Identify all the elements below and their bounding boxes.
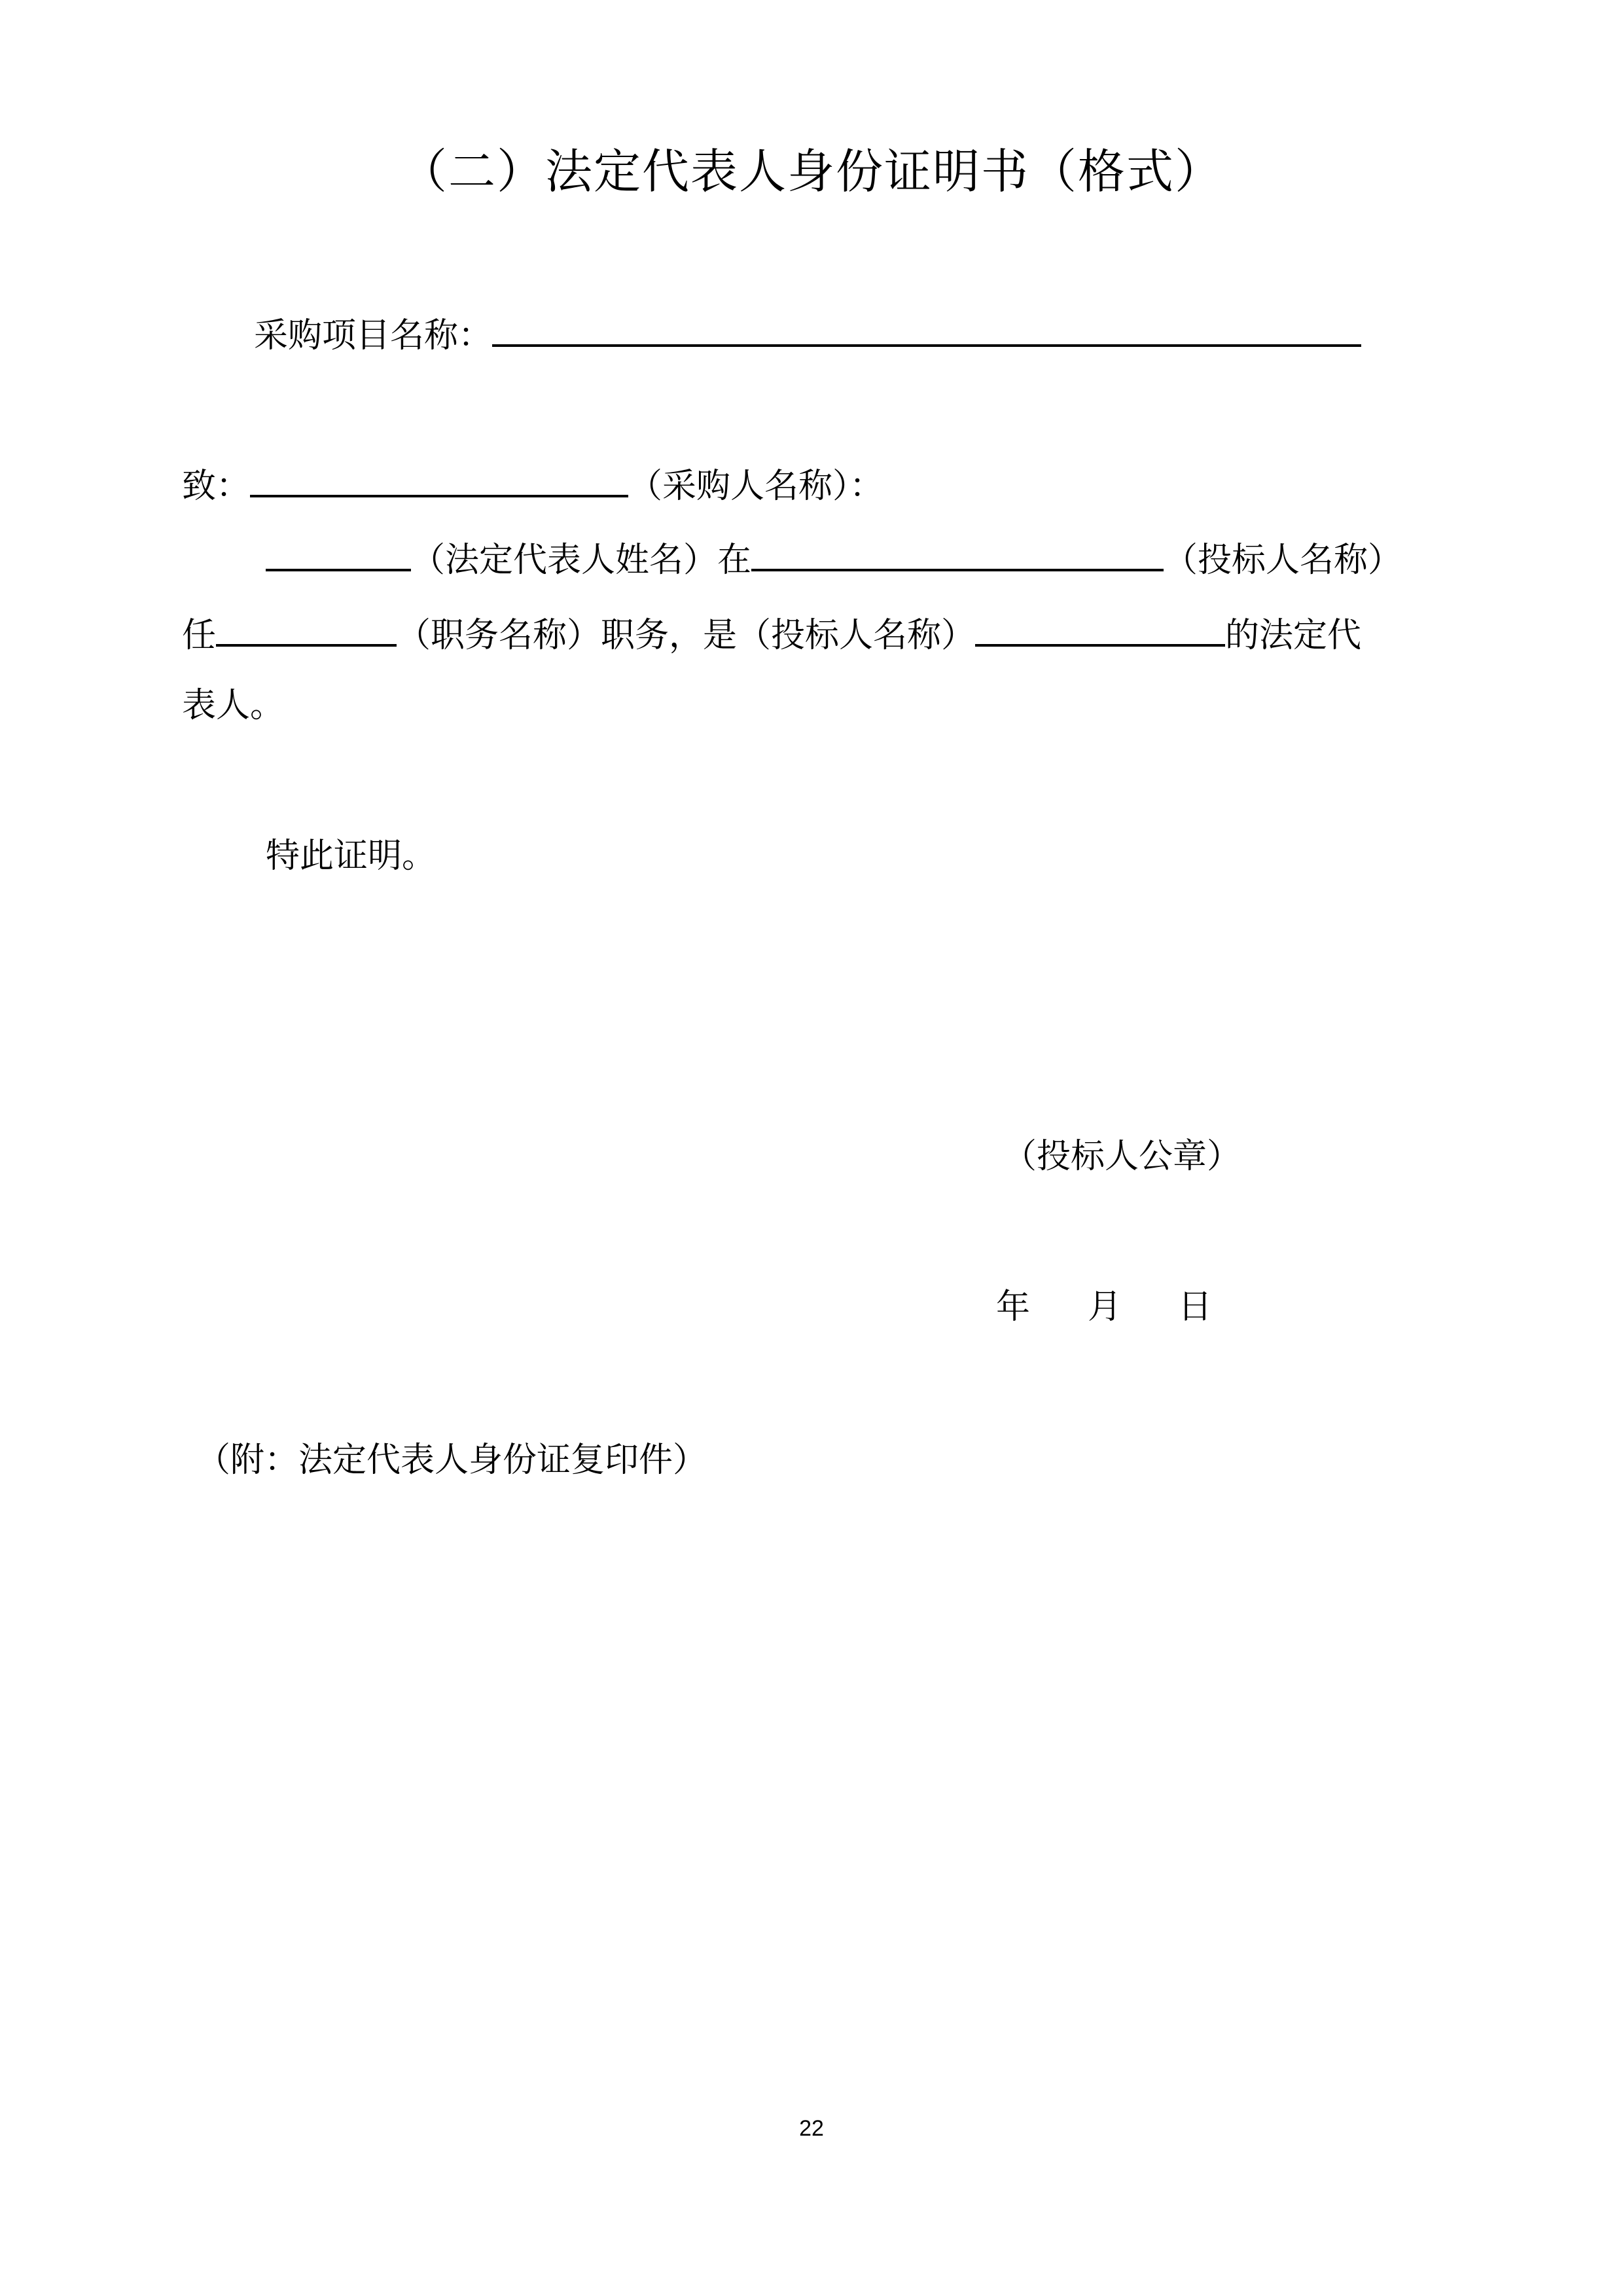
recipient-row xyxy=(182,458,883,509)
page-number: 22 xyxy=(799,2116,824,2141)
attachment-note: （附：法定代表人身份证复印件） xyxy=(196,1441,707,1480)
representative-name-blank[interactable] xyxy=(266,532,411,571)
position-hold-label: 任 xyxy=(182,616,217,655)
document-title: （二）法定代表人身份证明书（格式） xyxy=(399,144,1223,199)
project-name-row xyxy=(254,308,1361,359)
project-name-label: 采购项目名称： xyxy=(254,316,493,355)
date-month-label: 月 xyxy=(1088,1287,1122,1327)
certify-text: 特此证明。 xyxy=(266,836,437,876)
bidder-name-blank-2[interactable] xyxy=(975,607,1225,647)
bidder-name-blank[interactable] xyxy=(751,532,1164,571)
legal-rep-suffix: 的法定代 xyxy=(1225,616,1362,655)
representative-row xyxy=(266,532,1402,583)
representative-name-hint: （法定代表人姓名）在 xyxy=(411,541,752,580)
bidder-name-hint: （投标人名称） xyxy=(1164,541,1402,580)
bidder-seal-label: （投标人公章） xyxy=(1003,1137,1241,1176)
position-title-blank[interactable] xyxy=(216,607,397,647)
purchaser-name-blank[interactable] xyxy=(250,458,628,497)
date-day-label: 日 xyxy=(1178,1287,1213,1327)
legal-rep-continuation: 表人。 xyxy=(182,686,285,725)
purchaser-name-hint: （采购人名称）： xyxy=(628,467,884,506)
date-year-label: 年 xyxy=(996,1287,1031,1327)
position-title-hint: （职务名称）职务，是（投标人名称） xyxy=(397,616,976,655)
project-name-blank[interactable] xyxy=(492,308,1361,347)
position-row xyxy=(182,607,1361,658)
recipient-label: 致： xyxy=(182,467,251,506)
